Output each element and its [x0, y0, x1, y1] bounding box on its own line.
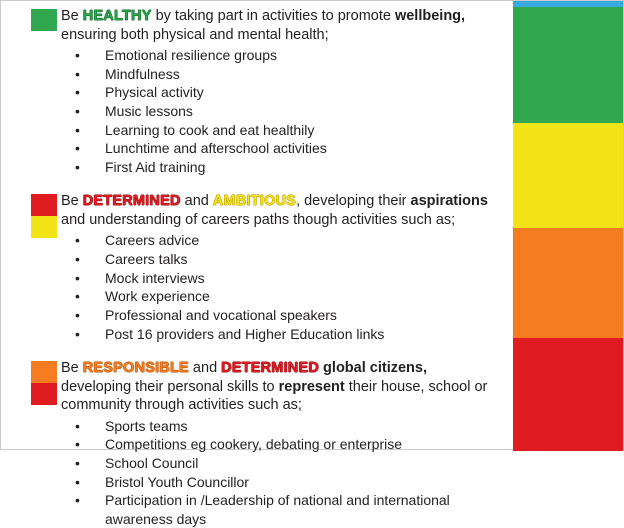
block-lead-text	[61, 192, 497, 229]
lead-segment: , developing their	[296, 193, 411, 210]
color-swatch	[31, 9, 57, 31]
color-swatch-group	[31, 361, 57, 405]
list-item-label: Mock interviews	[105, 269, 205, 286]
bullet-list	[61, 46, 497, 176]
bullet-list	[61, 417, 497, 528]
lead-segment: DETERMINED	[82, 193, 181, 210]
color-band	[513, 123, 623, 228]
color-swatch	[31, 383, 57, 405]
color-strip	[513, 1, 623, 451]
bullet-icon: •	[75, 288, 80, 305]
bullet-icon: •	[75, 47, 80, 64]
bullet-icon: •	[75, 473, 80, 490]
document-content	[1, 1, 513, 527]
list-item-label: Post 16 providers and Higher Education links	[105, 325, 385, 342]
lead-segment: developing their personal skills to	[61, 378, 279, 395]
lead-segment: Be	[61, 360, 83, 377]
color-band	[513, 228, 623, 338]
list-item-label: Music lessons	[105, 102, 193, 119]
bullet-icon: •	[75, 121, 80, 138]
color-band	[513, 338, 623, 451]
block-body	[61, 359, 513, 528]
list-item	[61, 306, 497, 325]
list-item	[61, 473, 497, 492]
list-item	[61, 250, 497, 269]
bullet-icon: •	[75, 140, 80, 157]
bullet-icon: •	[75, 251, 80, 268]
list-item	[61, 83, 497, 102]
bullet-icon: •	[75, 269, 80, 286]
strip-top-cap	[513, 1, 623, 7]
list-item	[61, 435, 497, 454]
color-band	[513, 1, 623, 123]
list-item-label: Lunchtime and afterschool activities	[105, 140, 327, 157]
lead-segment: HEALTHY	[82, 8, 152, 24]
color-swatch-group	[31, 194, 57, 238]
block-lead-text	[61, 7, 497, 44]
block-body	[61, 192, 513, 343]
lead-segment: global citizens,	[319, 360, 427, 377]
list-item	[61, 454, 497, 473]
lead-segment: represent	[278, 378, 345, 395]
list-item-label: Careers advice	[105, 232, 200, 249]
lead-segment: AMBITIOUS	[212, 193, 297, 210]
lead-segment: ensuring both physical and mental health;	[61, 26, 329, 43]
value-block	[1, 192, 513, 343]
list-item	[61, 269, 497, 288]
list-item-label: Emotional resilience groups	[105, 47, 277, 64]
bullet-icon: •	[75, 454, 80, 471]
color-swatch-group	[31, 9, 57, 31]
list-item	[61, 417, 497, 436]
list-item	[61, 491, 497, 528]
list-item	[61, 46, 497, 65]
list-item-label: Competitions eg cookery, debating or enterprise	[105, 436, 403, 453]
block-lead-text	[61, 359, 497, 415]
bullet-icon: •	[75, 232, 80, 249]
bullet-icon: •	[75, 436, 80, 453]
list-item	[61, 102, 497, 121]
list-item	[61, 158, 497, 177]
list-item	[61, 65, 497, 84]
lead-segment: their house, school or community through activities such as;	[61, 378, 488, 414]
lead-segment: aspirations	[410, 193, 488, 210]
list-item	[61, 325, 497, 344]
list-item	[61, 231, 497, 250]
list-item	[61, 121, 497, 140]
list-item-label: Participation in /Leadership of national and international awareness days	[105, 492, 450, 527]
color-swatch	[31, 361, 57, 383]
bullet-icon: •	[75, 65, 80, 82]
bullet-icon: •	[75, 102, 80, 119]
bullet-icon: •	[75, 158, 80, 175]
list-item-label: Mindfulness	[105, 65, 180, 82]
block-body	[61, 7, 513, 176]
list-item	[61, 139, 497, 158]
value-block	[1, 7, 513, 176]
bullet-icon: •	[75, 306, 80, 323]
bullet-icon: •	[75, 325, 80, 342]
list-item-label: Learning to cook and eat healthily	[105, 121, 315, 138]
bullet-icon: •	[75, 492, 80, 509]
list-item	[61, 287, 497, 306]
bullet-icon: •	[75, 84, 80, 101]
list-item-label: Sports teams	[105, 417, 188, 434]
lead-segment: and understanding of careers paths though activities such as;	[61, 211, 456, 228]
list-item-label: Careers talks	[105, 251, 188, 268]
bullet-list	[61, 231, 497, 343]
color-swatch	[31, 216, 57, 238]
list-item-label: Professional and vocational speakers	[105, 306, 337, 323]
list-item-label: School Council	[105, 454, 199, 471]
lead-segment: and	[180, 193, 213, 210]
lead-segment: Be	[61, 8, 83, 24]
bullet-icon: •	[75, 417, 80, 434]
lead-segment: Be	[61, 193, 83, 210]
list-item-label: Physical activity	[105, 84, 204, 101]
list-item-label: Bristol Youth Councillor	[105, 473, 249, 490]
lead-segment: by taking part in activities to promote	[151, 8, 395, 24]
list-item-label: Work experience	[105, 288, 210, 305]
value-block	[1, 359, 513, 528]
lead-segment: RESPONSIBLE	[82, 360, 189, 377]
lead-segment: DETERMINED	[221, 360, 320, 377]
list-item-label: First Aid training	[105, 158, 206, 175]
lead-segment: wellbeing,	[394, 8, 466, 24]
lead-segment: and	[188, 360, 222, 377]
color-swatch	[31, 194, 57, 216]
